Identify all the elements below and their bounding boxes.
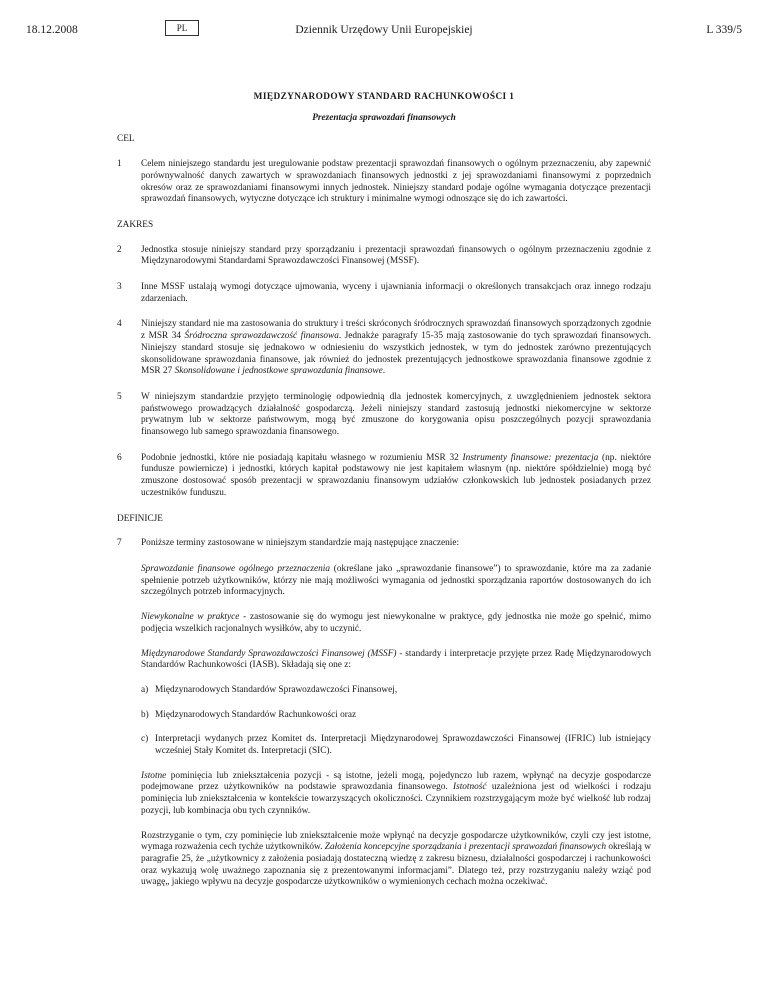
list-label: c) bbox=[141, 734, 149, 745]
section-heading-cel: CEL bbox=[117, 134, 135, 145]
paragraph-number: 4 bbox=[117, 319, 122, 330]
paragraph-text: Jednostka stosuje niniejszy standard przy sporządzaniu i prezentacji sprawozdań finansowych o ogólnym przeznaczeniu zgodnie z Międzynarodowymi Standardami Sprawozdawczości Finansowej (MSSF). bbox=[141, 244, 651, 267]
paragraph-text: Celem niniejszego standardu jest uregulowanie podstaw prezentacji sprawozdań finansowych o ogólnym przeznaczeniu, aby zapewnić porównywalność danych zawartych w sprawozdaniach finansowych jednostki z jej sprawozdaniami finansowymi z poprzednich okresów oraz ze sprawozdaniami finansowymi innych jednostek. Niniejszy standard podaje ogólne wymagania dotyczące prezentacji sprawozdań finansowych, wytyczne dotyczące ich struktury i minimalne wymogi odnoszące się do ich zawartości. bbox=[141, 159, 651, 205]
paragraph-text: W niniejszym standardzie przyjęto terminologię odpowiednią dla jednostek komercyjnych, z uwzględnieniem jednostek sektora państwowego prowadzących działalność gospodarczą. Jeżeli niniejszy standard zastosują jednostki niekomercyjne w sektorze prywatnym lub w sektorze państwowym, mogą być zmuszone do korygowania opisu poszczególnych pozycji sprawozdania finansowego lub samego sprawozdania finansowego. bbox=[141, 391, 651, 438]
paragraph-text bbox=[141, 453, 651, 500]
paragraph-number: 1 bbox=[117, 159, 122, 170]
text-run: . bbox=[382, 366, 386, 377]
list-label: a) bbox=[141, 684, 149, 695]
paragraph-1 bbox=[117, 159, 651, 206]
page-header bbox=[26, 20, 742, 42]
list-item bbox=[141, 734, 651, 757]
paragraph-5 bbox=[117, 392, 651, 439]
text-run: Podobnie jednostki, które nie posiadają kapitału własnego w rozumieniu MSR 32 bbox=[141, 452, 463, 463]
paragraph-number: 6 bbox=[117, 452, 122, 463]
list-item bbox=[141, 685, 651, 697]
list-label: b) bbox=[141, 709, 149, 720]
defined-term: Istotność bbox=[452, 782, 487, 793]
definition-ifrs bbox=[141, 649, 651, 672]
standard-reference: Skonsolidowane i jednostkowe sprawozdania finansowe bbox=[174, 366, 383, 377]
paragraph-6 bbox=[117, 453, 651, 500]
definition-text: uzależniona jest od wielkości i rodzaju pominięcia lub zniekształcenia w kontekście towarzyszących okoliczności. Czynnikiem rozstrzygającym może być wielkość lub rodzaj pozycji, lub kombinacja obu tych czynników. bbox=[141, 782, 651, 816]
paragraph-4 bbox=[117, 319, 651, 378]
paragraph-text: Inne MSSF ustalają wymogi dotyczące ujmowania, wyceny i ujawniania informacji o określonych transakcjach oraz innego rodzaju zdarzeniach. bbox=[141, 282, 651, 304]
list-text: Interpretacji wydanych przez Komitet ds. Interpretacji Międzynarodowej Sprawozdawczości Finansowej (IFRIC) lub istniejący wcześniej Stały Komitet ds. Interpretacji (SIC). bbox=[155, 734, 651, 757]
text-run: . Jednakże paragrafy 15-35 mają zastosowanie do tych sprawozdań finansowych. Niniejszy standard stosuje się jednakowo w odniesieniu do wszystkich jednostek, w tym do jednostek zarówno prezentujących skonsolidowane sprawozdania finansowe, jak również do jednostek prezentujących jednostkowe sprawozdania finansowe zgodnie z MSR 27 bbox=[141, 331, 651, 377]
list-text: Międzynarodowych Standardów Rachunkowości oraz bbox=[155, 709, 357, 720]
paragraph-text: Poniższe terminy zastosowane w niniejszym standardzie mają następujące znaczenie: bbox=[141, 538, 460, 549]
paragraph-number: 2 bbox=[117, 244, 122, 255]
journal-title: Dziennik Urzędowy Unii Europejskiej bbox=[295, 24, 473, 36]
text-run: Niniejszy standard nie ma zastosowania do struktury i treści skróconych śródrocznych sprawozdań finansowych sporządzonych zgodnie z MSR 34 bbox=[141, 319, 651, 342]
section-heading-zakres: ZAKRES bbox=[117, 219, 154, 230]
definition-material bbox=[141, 771, 651, 818]
page-number: L 339/5 bbox=[706, 24, 742, 36]
language-badge: PL bbox=[165, 20, 199, 36]
section-heading-definicje: DEFINICJE bbox=[117, 513, 163, 524]
standard-reference: Śródroczna sprawozdawczość finansowa bbox=[184, 331, 339, 342]
paragraph-2 bbox=[117, 245, 651, 268]
defined-term: Istotne bbox=[141, 770, 167, 781]
paragraph-number: 5 bbox=[117, 391, 122, 402]
paragraph-3 bbox=[117, 282, 651, 305]
definition-text: - zastosowanie się do wymogu jest niewykonalne w praktyce, gdy jednostka nie może go spełnić, mimo podjęcia wszelkich racjonalnych wysiłków, aby to uczynić. bbox=[141, 612, 651, 634]
paragraph-text bbox=[141, 319, 651, 378]
definition-text: Rozstrzyganie o tym, czy pominięcie lub zniekształcenie może wpłynąć na decyzje gospodarcze użytkowników, czyli czy jest istotne, wymaga rozważenia cech tychże użytkowników. bbox=[141, 830, 651, 853]
paragraph-7 bbox=[117, 538, 651, 550]
standard-reference: Instrumenty finansowe: prezentacja bbox=[462, 452, 599, 463]
definition-text: pominięcia lub zniekształcenia pozycji - są istotne, jeżeli mogą, pojedynczo lub razem, wpłynąć na decyzje gospodarcze podejmowane przez użytkowników na podstawie sprawozdania finansowego. bbox=[141, 770, 651, 793]
definition-text: (określane jako „sprawozdanie finansowe”) to sprawozdanie, które ma za zadanie spełnienie potrzeb użytkowników, którzy nie mają możliwości wymagania od jednostki sporządzania raportów dostosowanych do ich szczególnych potrzeb informacyjnych. bbox=[141, 563, 651, 598]
defined-term: Niewykonalne w praktyce bbox=[141, 612, 240, 623]
definition-general-purpose bbox=[141, 564, 651, 599]
paragraph-number: 3 bbox=[117, 282, 122, 293]
defined-term: Międzynarodowe Standardy Sprawozdawczości Finansowej (MSSF) bbox=[141, 648, 397, 659]
definition-text: określają w paragrafie 25, że „użytkownicy z założenia posiadają dostateczną wiedzę z zakresu biznesu, działalności gospodarczej i rachunkowości oraz wykazują wolę uważnego zapoznania się z prezentowanymi informacjami”. Dlatego też, przy rozstrzyganiu należy wziąć pod uwagę„ jakiego wpływu na decyzje gospodarcze użytkowników o wymienionych cechach można oczekiwać. bbox=[141, 842, 651, 888]
definition-text: - standardy i interpretacje przyjęte przez Radę Międzynarodowych Standardów Rachunkowości (IASB). Składają się one z: bbox=[141, 648, 652, 671]
list-text: Międzynarodowych Standardów Sprawozdawczości Finansowej, bbox=[155, 684, 398, 695]
list-item bbox=[141, 710, 651, 722]
document-body bbox=[117, 92, 651, 902]
standard-title: MIĘDZYNARODOWY STANDARD RACHUNKOWOŚCI 1 bbox=[253, 92, 515, 102]
publication-date: 18.12.2008 bbox=[26, 24, 78, 36]
defined-term: Sprawozdanie finansowe ogólnego przeznaczenia bbox=[141, 563, 331, 574]
standard-subtitle: Prezentacja sprawozdań finansowych bbox=[312, 112, 456, 123]
text-run: (np. niektóre fundusze powiernicze) i jednostki, których kapitał podstawowy nie jest kapitałem własnym (np. niektóre spółdzielnie) mogą być zmuszone dostosować sposób prezentacji w sprawozdaniu finansowym udziałów członkowskich lub jednostek posiadanych przez uczestników funduszu. bbox=[141, 452, 651, 498]
framework-reference: Założenia koncepcyjne sporządzania i prezentacji sprawozdań finansowych bbox=[324, 842, 607, 853]
paragraph-number: 7 bbox=[117, 538, 122, 549]
definition-impracticable bbox=[141, 612, 651, 635]
definition-material-assessment bbox=[141, 831, 651, 890]
